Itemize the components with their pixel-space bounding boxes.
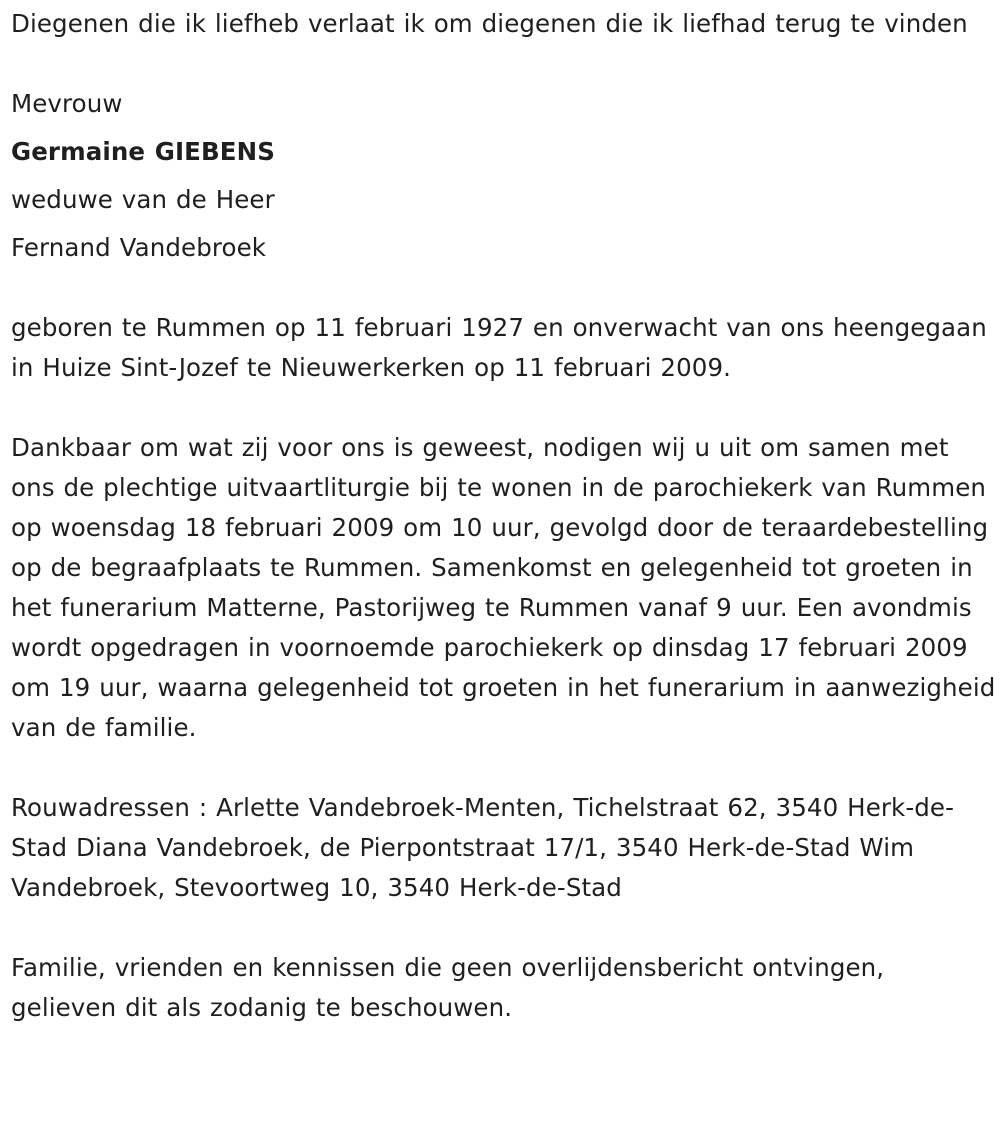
- birth-death-paragraph: geboren te Rummen op 11 februari 1927 en onverwacht van ons heengegaan in Huize Sint-Jozef te Nieuwerkerken op 11 februari 2009.: [11, 313, 987, 382]
- motto-text: Diegenen die ik liefheb verlaat ik om diegenen die ik liefhad terug te vinden: [11, 9, 968, 38]
- addresses-paragraph: Rouwadressen : Arlette Vandebroek-Menten, Tichelstraat 62, 3540 Herk-de-Stad Diana Vandebroek, de Pierpontstraat 17/1, 3540 Herk-de-Stad Wim Vandebroek, Stevoortweg 10, 3540 Herk-de-Stad: [11, 793, 955, 902]
- obituary-notice: [11, 4, 996, 1028]
- spouse-name: Fernand Vandebroek: [11, 233, 267, 262]
- deceased-name: Germaine GIEBENS: [11, 137, 275, 166]
- relation-text: weduwe van de Heer: [11, 185, 275, 214]
- closing-paragraph: Familie, vrienden en kennissen die geen overlijdensbericht ontvingen, gelieven dit als zodanig te beschouwen.: [11, 953, 885, 1022]
- honorific: Mevrouw: [11, 89, 123, 118]
- invitation-paragraph: Dankbaar om wat zij voor ons is geweest, nodigen wij u uit om samen met ons de plechtige uitvaartliturgie bij te wonen in de parochiekerk van Rummen op woensdag 18 februari 2009 om 10 uur, gevolgd door de teraardebestelling op de begraafplaats te Rummen. Samenkomst en gelegenheid tot groeten in het funerarium Matterne, Pastorijweg te Rummen vanaf 9 uur. Een avondmis wordt opgedragen in voornoemde parochiekerk op dinsdag 17 februari 2009 om 19 uur, waarna gelegenheid tot groeten in het funerarium in aanwezigheid van de familie.: [11, 433, 996, 742]
